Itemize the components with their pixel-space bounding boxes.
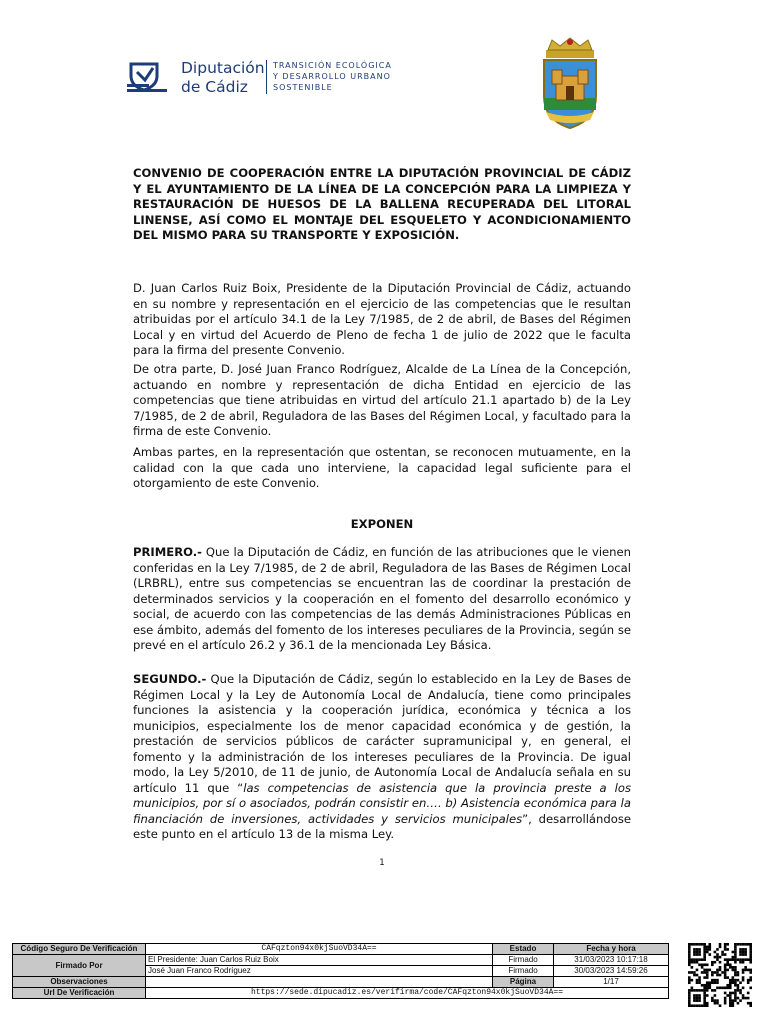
segundo-text: Que la Diputación de Cádiz, según lo establecido en la Ley de Bases de Régimen Local y la Ley de Autonomía Local de Andalucía, tiene como principales funciones la asistencia y la cooperación jurídica, económica y técnica a los municipios, especialmente los de menor capacidad económica y de gestión, la prestación de servicios públicos de carácter supramunicipal y, en general, el fomento y la administración de los intereses peculiares de la Provincia. De igual modo, la Ley 5/2010, de 11 de junio, de Autonomía Local de Andalucía señala en su artículo 11 que “: [133, 672, 631, 795]
department-line1: TRANSICIÓN ECOLÓGICA: [273, 61, 392, 70]
signer2-date: 30/03/2023 14:59:26: [554, 966, 669, 977]
pagina-value: 1/17: [554, 977, 669, 988]
paragraph-segundo: [133, 672, 631, 843]
signer2-name: José Juan Franco Rodríguez: [146, 966, 493, 977]
verification-table: [12, 943, 669, 999]
organization-name-line2: de Cádiz: [181, 78, 248, 96]
primero-label: PRIMERO.-: [133, 545, 202, 559]
department-name: [273, 60, 392, 93]
signer1-name: El Presidente: Juan Carlos Ruiz Boix: [146, 955, 493, 966]
paragraph-mayor: De otra parte, D. José Juan Franco Rodríguez, Alcalde de La Línea de la Concepción, actuando en nombre y representación de dicha Entidad en ejercicio de las competencias que tiene atribuidas en virtud del artículo 21.1 apartado b) de la Ley 7/1985, de 2 de abril, Reguladora de las Bases del Régimen Local, y facultado para la firma de este Convenio.: [133, 362, 631, 438]
signer1-date: 31/03/2023 10:17:18: [554, 955, 669, 966]
firmado-por-label: Firmado Por: [13, 955, 146, 977]
department-line2: Y DESARROLLO URBANO: [273, 72, 391, 81]
segundo-text-end: ”, desarrollándose este punto en el artículo 13 de la misma Ley.: [133, 811, 632, 841]
paragraph-president: D. Juan Carlos Ruiz Boix, Presidente de la Diputación Provincial de Cádiz, actuando en su nombre y representación en el ejercicio de las competencias que le resultan atribuidas por el artículo 34.1 de la Ley 7/1985, de 2 de abril, de Bases del Régimen Local y en virtud del Acuerdo de Pleno de fecha 1 de julio de 2022 que le faculta para la firma del presente Convenio.: [133, 281, 631, 357]
signer1-status: Firmado: [493, 955, 554, 966]
verification-url-link[interactable]: https://sede.dipucadiz.es/verifirma/code/CAFqzton94x0kjSuoVD34A==: [146, 988, 669, 999]
organization-name: [181, 59, 265, 97]
estado-label: Estado: [493, 944, 554, 955]
fecha-label: Fecha y hora: [554, 944, 669, 955]
organization-name-line1: Diputación: [181, 59, 265, 77]
page-number: 1: [379, 858, 385, 868]
pagina-label: Página: [493, 977, 554, 988]
segundo-label: SEGUNDO.-: [133, 672, 207, 686]
csv-value: CAFqzton94x0kjSuoVD34A==: [146, 944, 493, 955]
header-divider: [266, 60, 267, 94]
observaciones-value: [146, 977, 493, 988]
primero-text: Que la Diputación de Cádiz, en función de las atribuciones que le vienen conferidas en la Ley 7/1985, de 2 de abril, Reguladora de las Bases de Régimen Local (LRBRL), entre sus competencias se encuentran las de coordinar la prestación de determinados servicios y la cooperación en el fomento del desarrollo económico y social, de acuerdo con las competencias de las demás Administraciones Públicas en ese ámbito, además del fomento de los intereses peculiares de la Provincia, según se prevé en el artículo 26.2 y 36.1 de la mencionada Ley Básica.: [133, 545, 631, 652]
csv-label: Código Seguro De Verificación: [13, 944, 146, 955]
section-heading-exponen: EXPONEN: [350, 517, 414, 531]
qr-code-icon[interactable]: [688, 943, 752, 1007]
paragraph-parties: Ambas partes, en la representación que ostentan, se reconocen mutuamente, en la calidad con la que cada uno interviene, la capacidad legal suficiente para el otorgamiento de este Convenio.: [133, 445, 631, 490]
observaciones-label: Observaciones: [13, 977, 146, 988]
municipal-crest-icon: [538, 36, 602, 130]
paragraph-primero: [133, 545, 631, 654]
signer2-status: Firmado: [493, 966, 554, 977]
department-line3: SOSTENIBLE: [273, 83, 333, 92]
document-title: CONVENIO DE COOPERACIÓN ENTRE LA DIPUTACIÓN PROVINCIAL DE CÁDIZ Y EL AYUNTAMIENTO DE LA LÍNEA DE LA CONCEPCIÓN PARA LA LIMPIEZA Y RESTAURACIÓN DE HUESOS DE LA BALLENA RECUPERADA DEL LITORAL LINENSE, ASÍ COMO EL MONTAJE DEL ESQUELETO Y ACONDICIONAMIENTO DEL MISMO PARA SU TRANSPORTE Y EXPOSICIÓN.: [133, 166, 631, 242]
url-label: Url De Verificación: [13, 988, 146, 999]
diputacion-logo-icon: [127, 60, 175, 94]
segundo-quote: las competencias de asistencia que la provincia preste a los municipios, por sí o asociados, podrán consistir en…. b) Asistencia económica para la financiación de inversiones, actividades y servicios municipales: [133, 780, 631, 826]
